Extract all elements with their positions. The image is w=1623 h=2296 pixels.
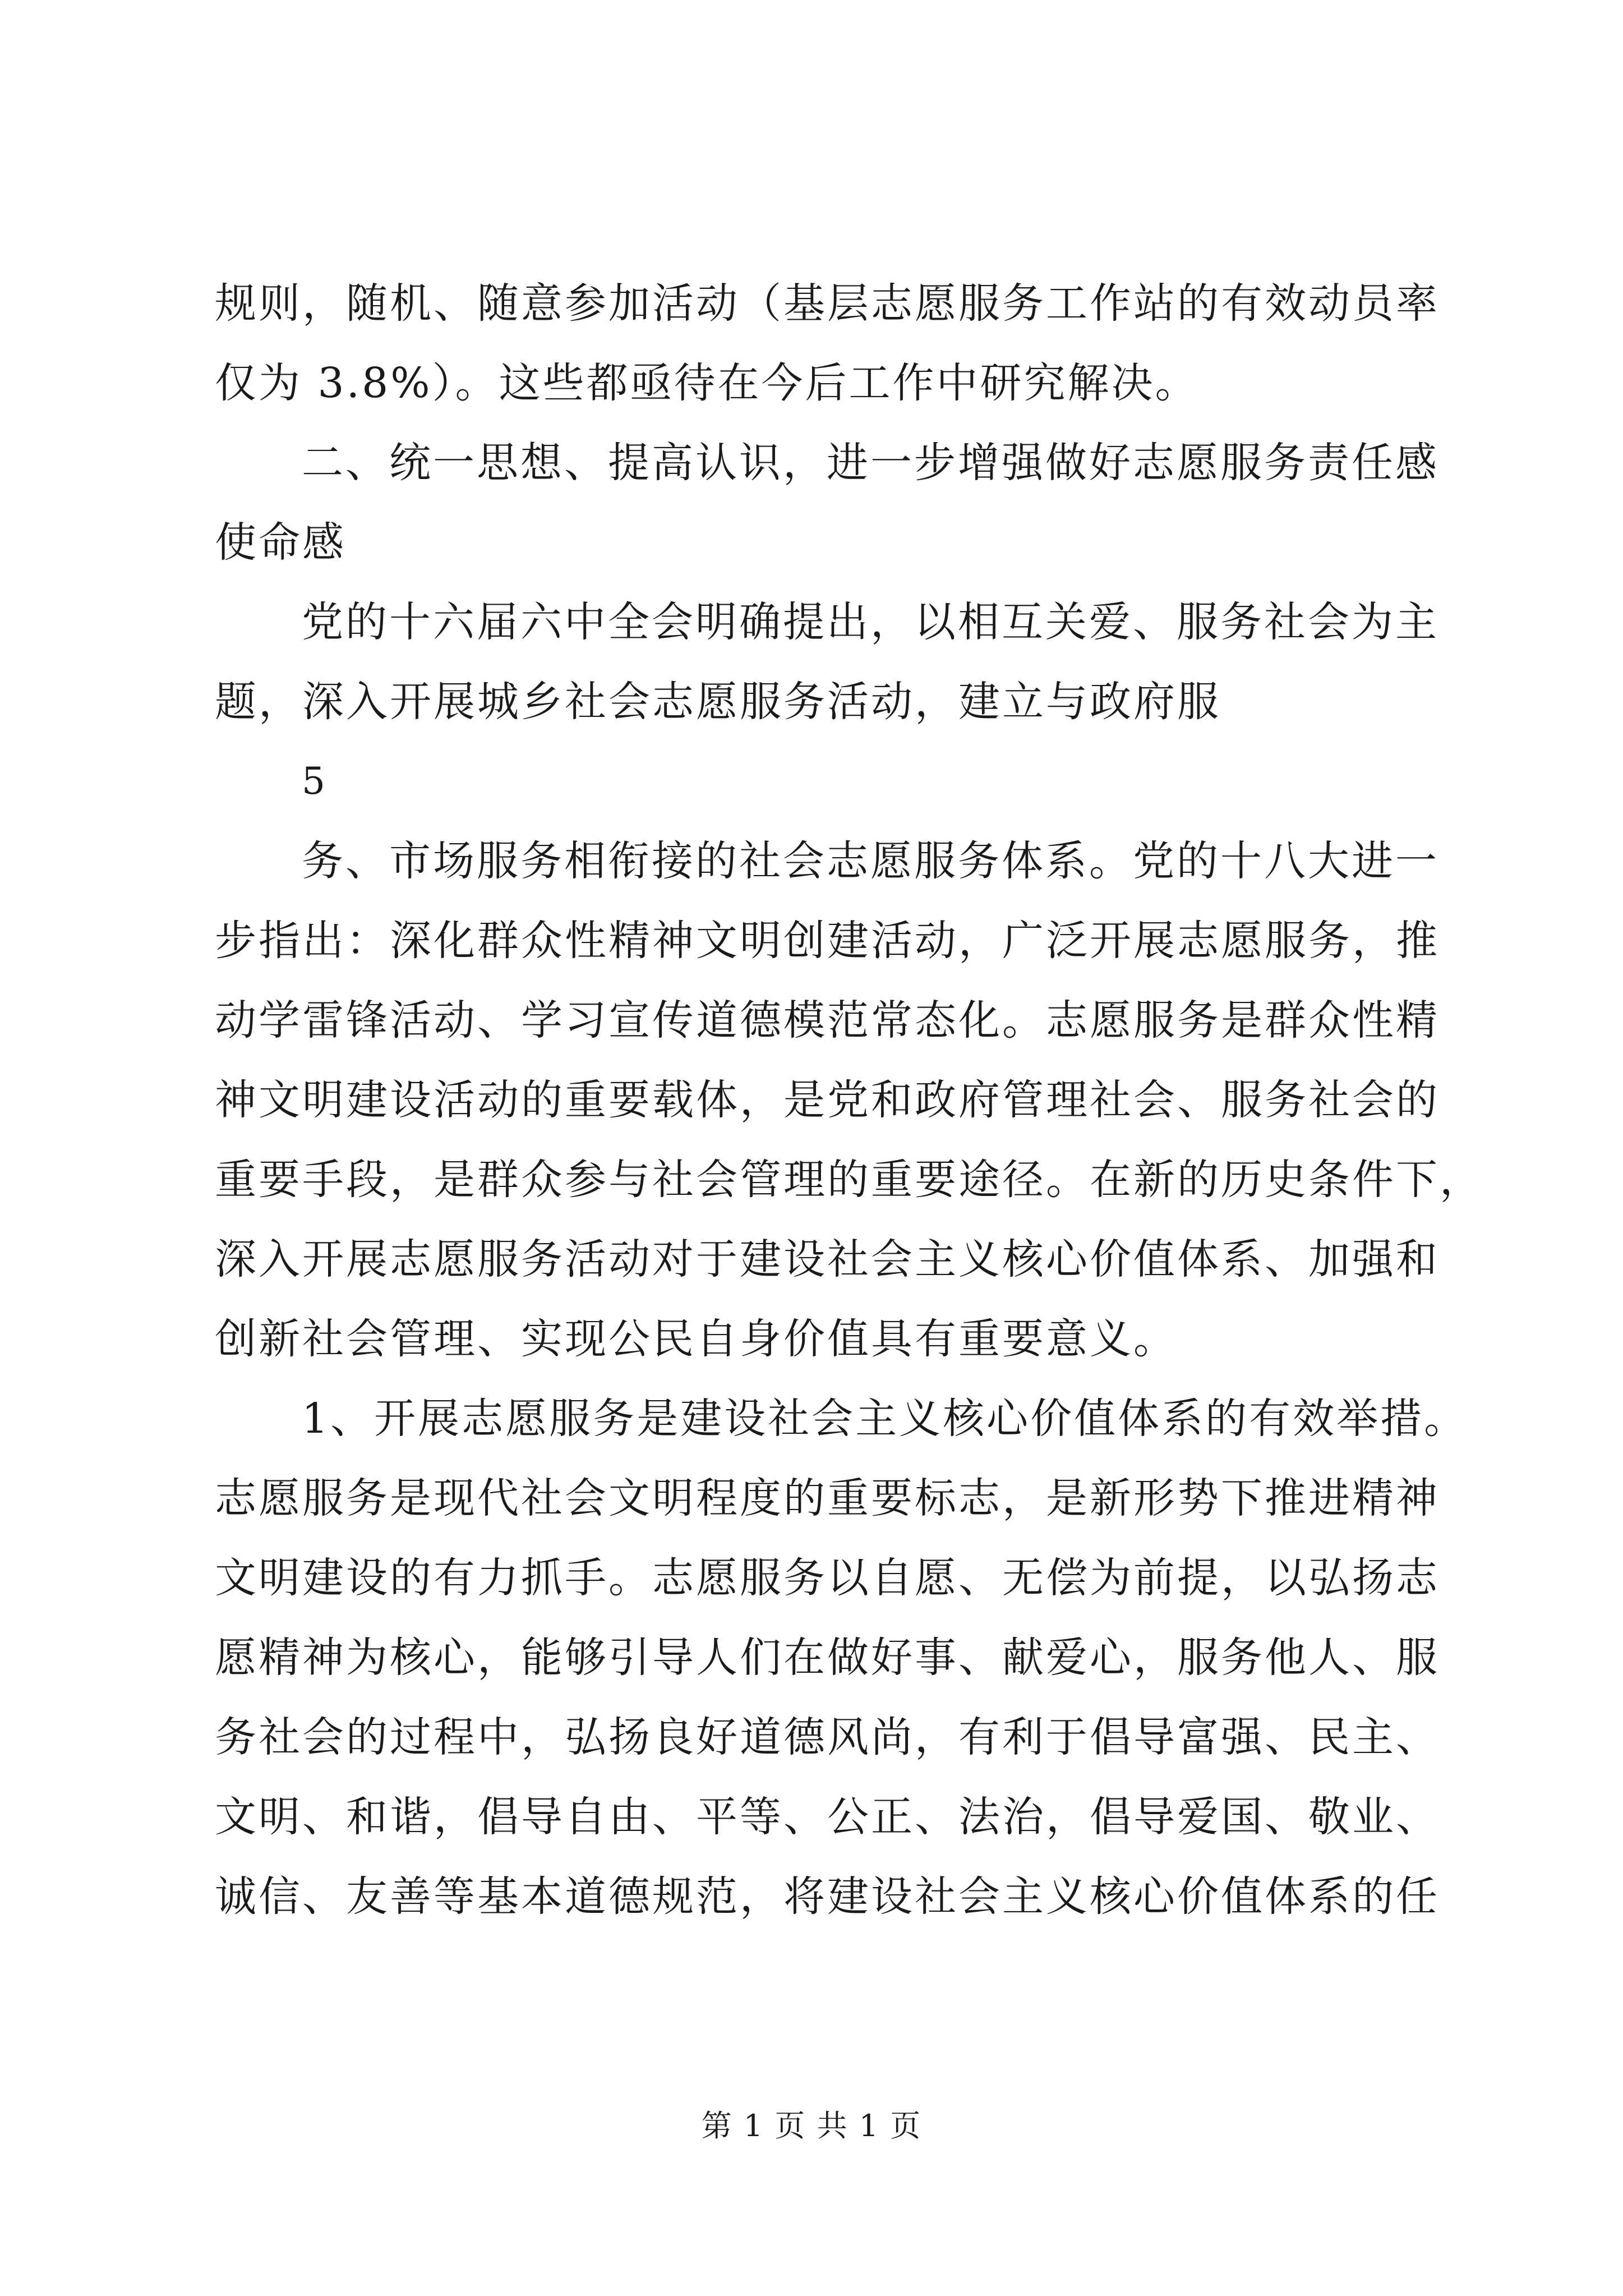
text-line: 题，深入开展城乡社会志愿服务活动，建立与政府服 [215,678,1221,726]
page-footer: 第 1 页 共 1 页 [701,2108,922,2143]
paragraph-start: 1、开展志愿服务是建设社会主义核心价值体系的有效举措。 [302,1395,1468,1443]
text-line: 文明建设的有力抓手。志愿服务以自愿、无偿为前提，以弘扬志 [215,1554,1440,1602]
section-heading-continued: 使命感 [215,518,346,567]
text-line: 重要手段，是群众参与社会管理的重要途径。在新的历史条件下， [215,1156,1483,1204]
text-line: 文明、和谐，倡导自由、平等、公正、法治，倡导爱国、敬业、 [215,1793,1440,1841]
section-heading: 二、统一思想、提高认识，进一步增强做好志愿服务责任感 [302,439,1439,487]
inline-page-number: 5 [302,760,328,803]
text-line: 规则，随机、随意参加活动（基层志愿服务工作站的有效动员率 [215,279,1440,328]
paragraph-start: 务、市场服务相衔接的社会志愿服务体系。党的十八大进一 [302,837,1439,885]
text-line: 步指出：深化群众性精神文明创建活动，广泛开展志愿服务，推 [215,917,1440,965]
text-line: 深入开展志愿服务活动对于建设社会主义核心价值体系、加强和 [215,1235,1440,1283]
text-line: 诚信、友善等基本道德规范，将建设社会主义核心价值体系的任 [215,1872,1440,1921]
text-line: 志愿服务是现代社会文明程度的重要标志，是新形势下推进精神 [215,1474,1440,1522]
text-line: 动学雷锋活动、学习宣传道德模范常态化。志愿服务是群众性精 [215,996,1440,1045]
text-line: 仅为 3.8%）。这些都亟待在今后工作中研究解决。 [215,359,1199,407]
text-line: 神文明建设活动的重要载体，是党和政府管理社会、服务社会的 [215,1076,1440,1124]
document-body [215,264,1483,1936]
paragraph-start: 党的十六届六中全会明确提出，以相互关爱、服务社会为主 [302,598,1439,646]
text-line: 愿精神为核心，能够引导人们在做好事、献爱心，服务他人、服 [215,1634,1440,1682]
text-line: 创新社会管理、实现公民自身价值具有重要意义。 [215,1315,1177,1363]
text-line: 务社会的过程中，弘扬良好道德风尚，有利于倡导富强、民主、 [215,1713,1440,1761]
